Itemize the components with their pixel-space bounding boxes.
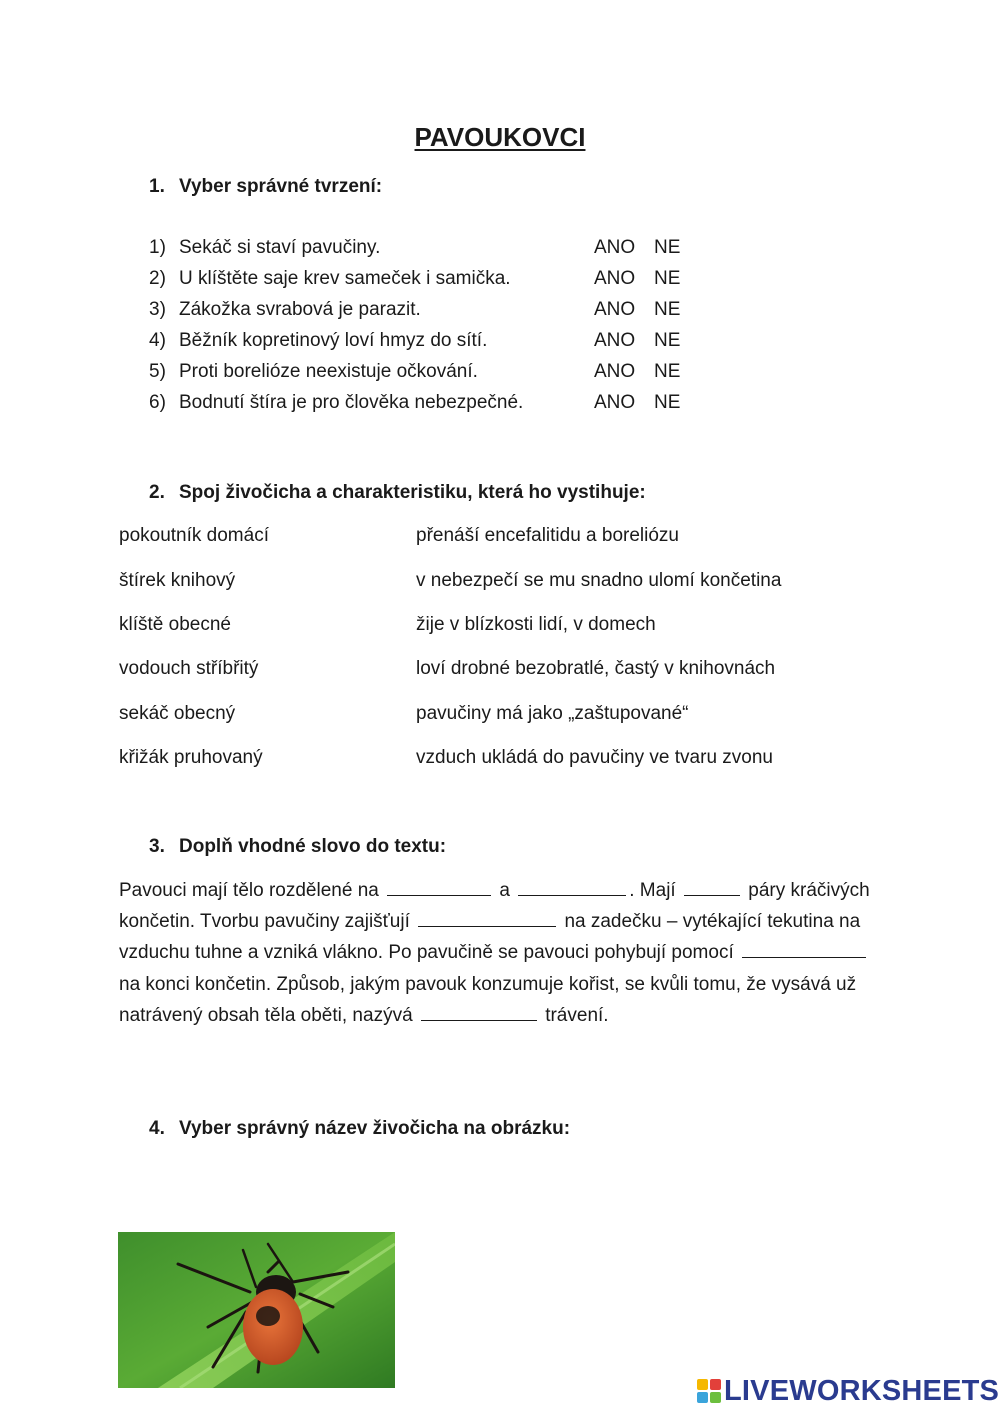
logo-tile	[697, 1379, 708, 1390]
statement-text: Proti borelióze neexistuje očkování.	[179, 361, 478, 382]
task2-heading	[149, 482, 646, 504]
statement-number: 1)	[149, 237, 166, 258]
text-segment: trávení.	[545, 1004, 609, 1026]
animal-name[interactable]: klíště obecné	[119, 614, 231, 635]
statement-number: 5)	[149, 361, 166, 382]
statement-row	[149, 265, 709, 293]
answer-no-option[interactable]: NE	[654, 392, 681, 413]
tick-on-leaf-photo	[118, 1232, 395, 1388]
statement-number: 4)	[149, 330, 166, 351]
blank-input[interactable]	[684, 875, 740, 896]
statement-row	[149, 389, 709, 417]
match-row	[119, 610, 879, 640]
task4-heading-text: Vyber správný název živočicha na obrázku:	[179, 1118, 571, 1139]
answer-no-option[interactable]: NE	[654, 330, 681, 351]
answer-yes-option[interactable]: ANO	[594, 330, 636, 351]
statement-text: Sekáč si staví pavučiny.	[179, 237, 381, 258]
task2-number: 2.	[149, 482, 165, 503]
task3-heading	[149, 836, 446, 858]
blank-input[interactable]	[742, 937, 866, 958]
animal-name[interactable]: křižák pruhovaný	[119, 747, 263, 768]
characteristic[interactable]: loví drobné bezobratlé, častý v knihovnách	[416, 658, 776, 679]
statement-row	[149, 296, 709, 324]
animal-name[interactable]: štírek knihový	[119, 570, 236, 591]
statement-row	[149, 358, 709, 386]
text-segment: páry kráčivých končetin. Tvorbu pavučiny zajišťují	[119, 880, 870, 933]
task2-heading-text: Spoj živočicha a charakteristiku, která ho vystihuje:	[179, 482, 646, 503]
text-segment: a	[499, 880, 510, 901]
answer-no-option[interactable]: NE	[654, 361, 681, 382]
statement-text: Bodnutí štíra je pro člověka nebezpečné.	[179, 392, 524, 413]
text-segment: Pavouci mají tělo rozdělené na	[119, 880, 379, 901]
answer-yes-option[interactable]: ANO	[594, 237, 636, 258]
liveworksheets-logo-icon	[697, 1379, 721, 1403]
blank-input[interactable]	[421, 1000, 537, 1021]
logo-tile	[697, 1392, 708, 1403]
task1-number: 1.	[149, 176, 165, 197]
statement-text: U klíštěte saje krev sameček i samička.	[179, 268, 511, 289]
answer-no-option[interactable]: NE	[654, 299, 681, 320]
task1-heading	[149, 176, 382, 198]
animal-name[interactable]: pokoutník domácí	[119, 525, 269, 546]
answer-yes-option[interactable]: ANO	[594, 299, 636, 320]
match-row	[119, 566, 879, 596]
answer-yes-option[interactable]: ANO	[594, 392, 636, 413]
task4-heading	[149, 1118, 570, 1140]
animal-name[interactable]: vodouch stříbřitý	[119, 658, 259, 679]
task4-number: 4.	[149, 1118, 165, 1139]
liveworksheets-logo[interactable]	[697, 1374, 999, 1408]
match-row	[119, 521, 879, 551]
logo-text: LIVEWORKSHEETS	[724, 1374, 1000, 1407]
statement-number: 2)	[149, 268, 166, 289]
animal-name[interactable]: sekáč obecný	[119, 703, 236, 724]
task3-heading-text: Doplň vhodné slovo do textu:	[179, 836, 447, 857]
match-row	[119, 743, 879, 773]
blank-input[interactable]	[518, 875, 626, 896]
blank-input[interactable]	[387, 875, 491, 896]
page-title: PAVOUKOVCI	[414, 122, 586, 152]
answer-no-option[interactable]: NE	[654, 237, 681, 258]
statement-row	[149, 327, 709, 355]
fill-in-text	[119, 875, 879, 1031]
characteristic[interactable]: pavučiny má jako „zaštupované“	[416, 703, 689, 724]
statement-row	[149, 234, 709, 262]
statement-text: Zákožka svrabová je parazit.	[179, 299, 421, 320]
characteristic[interactable]: přenáší encefalitidu a boreliózu	[416, 525, 680, 546]
answer-no-option[interactable]: NE	[654, 268, 681, 289]
statement-text: Běžník kopretinový loví hmyz do sítí.	[179, 330, 488, 351]
match-row	[119, 699, 879, 729]
text-segment: . Mají	[629, 880, 676, 901]
logo-tile	[710, 1392, 721, 1403]
characteristic[interactable]: vzduch ukládá do pavučiny ve tvaru zvonu	[416, 747, 773, 768]
answer-yes-option[interactable]: ANO	[594, 268, 636, 289]
task3-number: 3.	[149, 836, 165, 857]
answer-yes-option[interactable]: ANO	[594, 361, 636, 382]
text-segment: na zadečku – vytékající tekutina na vzduchu tuhne a vzniká vlákno. Po pavučině se pavouci pohybují pomocí	[119, 911, 861, 964]
blank-input[interactable]	[418, 906, 556, 927]
characteristic[interactable]: v nebezpečí se mu snadno ulomí končetina	[416, 570, 782, 591]
logo-tile	[710, 1379, 721, 1390]
task1-heading-text: Vyber správné tvrzení:	[179, 176, 383, 197]
match-row	[119, 654, 879, 684]
characteristic[interactable]: žije v blízkosti lidí, v domech	[416, 614, 656, 635]
tick-on-leaf-icon	[118, 1232, 395, 1388]
text-segment: na konci končetin. Způsob, jakým pavouk konzumuje kořist, se kvůli tomu, že vysává už natrávený obsah těla oběti, nazývá	[119, 973, 857, 1026]
statement-number: 6)	[149, 392, 166, 413]
statement-number: 3)	[149, 299, 166, 320]
